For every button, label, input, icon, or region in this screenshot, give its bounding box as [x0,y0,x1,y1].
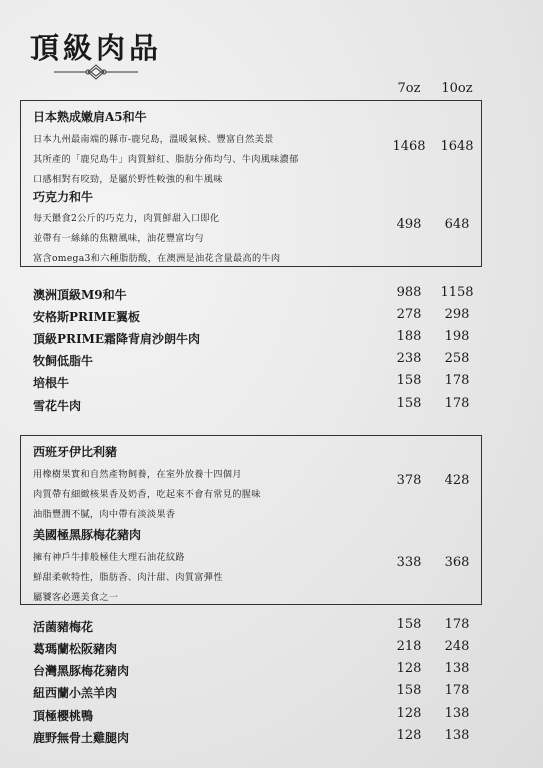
price-7oz: 158 [396,373,422,388]
price-10oz: 178 [444,617,470,632]
price-7oz: 158 [396,617,422,632]
item-name: 西班牙伊比利豬 [33,445,118,459]
price-7oz: 158 [396,683,422,698]
price-7oz: 988 [396,285,422,300]
price-7oz: 188 [396,329,422,344]
price-10oz: 198 [444,329,470,344]
price-10oz: 428 [444,473,470,488]
price-10oz: 138 [444,661,470,676]
price-7oz: 378 [396,473,422,488]
item-description: 油脂豐潤不膩，肉中帶有淡淡果香 [33,509,176,520]
price-10oz: 178 [444,396,470,411]
column-header-7oz: 7oz [397,81,421,96]
item-description: 口感相對有咬勁，是屬於野性較強的和牛風味 [33,174,223,185]
item-name: 葛瑪蘭松阪豬肉 [33,642,118,656]
item-description: 並帶有一絲絲的焦糖風味，油花豐富均勻 [33,233,204,244]
price-10oz: 648 [444,217,470,232]
price-7oz: 128 [396,661,422,676]
item-description: 用橡樹果實和自然產物飼養，在室外放養十四個月 [33,469,242,480]
item-name: 澳洲頂級M9和牛 [33,288,127,302]
price-7oz: 158 [396,396,422,411]
price-10oz: 258 [444,351,470,366]
item-description: 日本九州最南端的縣市-鹿兒島，溫暖氣候、豐富自然美景 [33,134,274,145]
price-10oz: 1648 [440,139,474,154]
page-title: 頂級肉品 [30,31,163,65]
item-description: 擁有神戶牛排般極佳大理石油花紋路 [33,552,185,563]
item-description: 鮮甜柔軟特性，脂肪香、肉汁甜、肉質富彈性 [33,572,223,583]
item-name: 頂極櫻桃鴨 [33,709,94,723]
price-10oz: 1158 [440,285,474,300]
item-name: 台灣黑豚梅花豬肉 [33,664,130,678]
price-7oz: 338 [396,555,422,570]
item-name: 培根牛 [33,376,70,390]
price-10oz: 368 [444,555,470,570]
price-7oz: 128 [396,728,422,743]
price-10oz: 298 [444,307,470,322]
price-7oz: 498 [396,217,422,232]
item-name: 美國極黑豚梅花豬肉 [33,528,142,542]
item-name: 活菌豬梅花 [33,620,94,634]
item-description: 肉質帶有細緻核果香及奶香，吃起來不會有常見的腥味 [33,489,261,500]
item-description: 富含omega3和六種脂肪酸，在澳洲是油花含量最高的牛肉 [33,253,281,264]
item-name: 頂級PRIME霜降背肩沙朗牛肉 [33,332,201,346]
price-7oz: 218 [396,639,422,654]
price-7oz: 128 [396,706,422,721]
item-name: 紐西蘭小羔羊肉 [33,686,118,700]
item-description: 每天餵食2公斤的巧克力，肉質鮮甜入口即化 [33,213,220,224]
item-name: 日本熟成嫩肩A5和牛 [33,110,147,124]
item-name: 巧克力和牛 [33,190,94,204]
item-name: 安格斯PRIME翼板 [33,310,141,324]
column-header-10oz: 10oz [441,81,473,96]
price-10oz: 138 [444,706,470,721]
price-7oz: 278 [396,307,422,322]
item-description: 其所產的「鹿兒島牛」肉質鮮紅、脂肪分佈均勻、牛肉風味濃郁 [33,154,299,165]
item-name: 牧飼低脂牛 [33,354,94,368]
item-name: 雪花牛肉 [33,399,82,413]
item-description: 屬饕客必選美食之一 [33,592,119,603]
price-7oz: 238 [396,351,422,366]
price-10oz: 248 [444,639,470,654]
price-10oz: 178 [444,683,470,698]
price-7oz: 1468 [392,139,426,154]
price-10oz: 138 [444,728,470,743]
title-ornament [54,63,138,81]
item-name: 鹿野無骨土雞腿肉 [33,731,130,745]
price-10oz: 178 [444,373,470,388]
